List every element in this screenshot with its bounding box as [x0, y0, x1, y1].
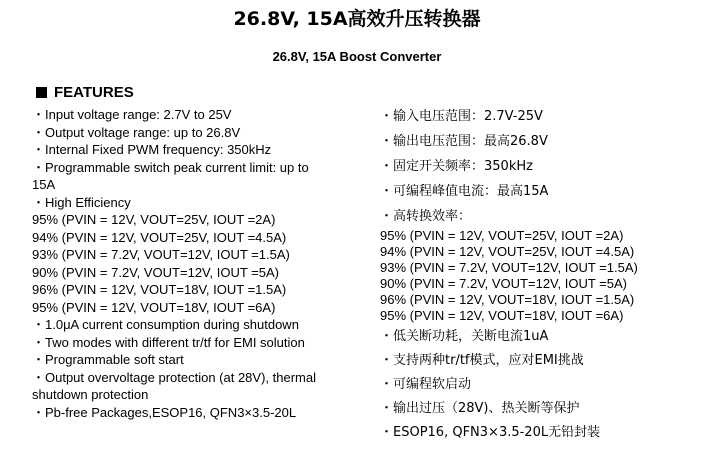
feature-output-voltage: ・Output voltage range: up to 26.8V [32, 124, 241, 140]
feature-high-efficiency: ・High Efficiency [32, 194, 131, 210]
feature-high-efficiency-cn: ・高转换效率： [380, 209, 472, 224]
feature-shutdown-current: ・1.0μA current consumption during shutdown [32, 317, 299, 332]
features-heading [36, 83, 134, 102]
feature-pwm-frequency: ・Internal Fixed PWM frequency: 350kHz [32, 142, 272, 157]
efficiency-row: 95% (PVIN = 12V, VOUT=18V, IOUT =6A) [32, 299, 276, 315]
efficiency-row: 94% (PVIN = 12V, VOUT=25V, IOUT =4.5A) [32, 229, 287, 245]
feature-current-limit: ・Programmable switch peak current limit: up to [32, 159, 309, 175]
feature-current-limit-cont: 15A [32, 177, 56, 192]
feature-shutdown-current-cn: ・低关断功耗，关断电流1uA [380, 329, 549, 344]
feature-input-voltage-cn: ・输入电压范围：2.7V-25V [380, 109, 543, 124]
efficiency-row: 90% (PVIN = 7.2V, VOUT=12V, IOUT =5A) [32, 264, 280, 280]
efficiency-row-cn: 94% (PVIN = 12V, VOUT=25V, IOUT =4.5A) [380, 244, 635, 259]
page-title: 26.8V, 15A高效升压转换器 [233, 8, 481, 30]
feature-output-voltage-cn: ・输出电压范围：最高26.8V [380, 134, 548, 149]
features-list-english [32, 106, 352, 421]
feature-packages: ・Pb-free Packages,ESOP16, QFN3×3.5-20L [32, 404, 297, 420]
efficiency-row-cn: 96% (PVIN = 12V, VOUT=18V, IOUT =1.5A) [380, 292, 635, 307]
feature-input-voltage: ・Input voltage range: 2.7V to 25V [32, 107, 232, 122]
bullet-square-icon [36, 87, 47, 98]
efficiency-row: 93% (PVIN = 7.2V, VOUT=12V, IOUT =1.5A) [32, 247, 290, 262]
efficiency-row-cn: 90% (PVIN = 7.2V, VOUT=12V, IOUT =5A) [380, 276, 628, 291]
efficiency-row: 95% (PVIN = 12V, VOUT=25V, IOUT =2A) [32, 212, 276, 227]
efficiency-row-cn: 95% (PVIN = 12V, VOUT=18V, IOUT =6A) [380, 308, 624, 323]
feature-overvoltage: ・Output overvoltage protection (at 28V), thermal [32, 369, 316, 385]
feature-soft-start-cn: ・可编程软启动 [380, 377, 472, 392]
page-subtitle: 26.8V, 15A Boost Converter [272, 49, 442, 64]
efficiency-row-cn: 95% (PVIN = 12V, VOUT=25V, IOUT =2A) [380, 228, 624, 243]
features-heading-label: FEATURES [54, 84, 134, 101]
feature-overvoltage-cont: shutdown protection [32, 387, 149, 402]
efficiency-row: 96% (PVIN = 12V, VOUT=18V, IOUT =1.5A) [32, 282, 287, 297]
feature-overvoltage-cn: ・输出过压（28V)、热关断等保护 [380, 401, 580, 416]
feature-packages-cn: ・ESOP16, QFN3×3.5-20L无铅封装 [380, 425, 601, 440]
feature-pwm-frequency-cn: ・固定开关频率：350kHz [380, 159, 533, 174]
feature-current-limit-cn: ・可编程峰值电流：最高15A [380, 184, 549, 199]
efficiency-row-cn: 93% (PVIN = 7.2V, VOUT=12V, IOUT =1.5A) [380, 260, 638, 275]
feature-two-modes-cn: ・支持两种tr/tf模式，应对EMI挑战 [380, 353, 584, 368]
feature-soft-start: ・Programmable soft start [32, 352, 184, 367]
feature-two-modes: ・Two modes with different tr/tf for EMI solution [32, 334, 305, 350]
